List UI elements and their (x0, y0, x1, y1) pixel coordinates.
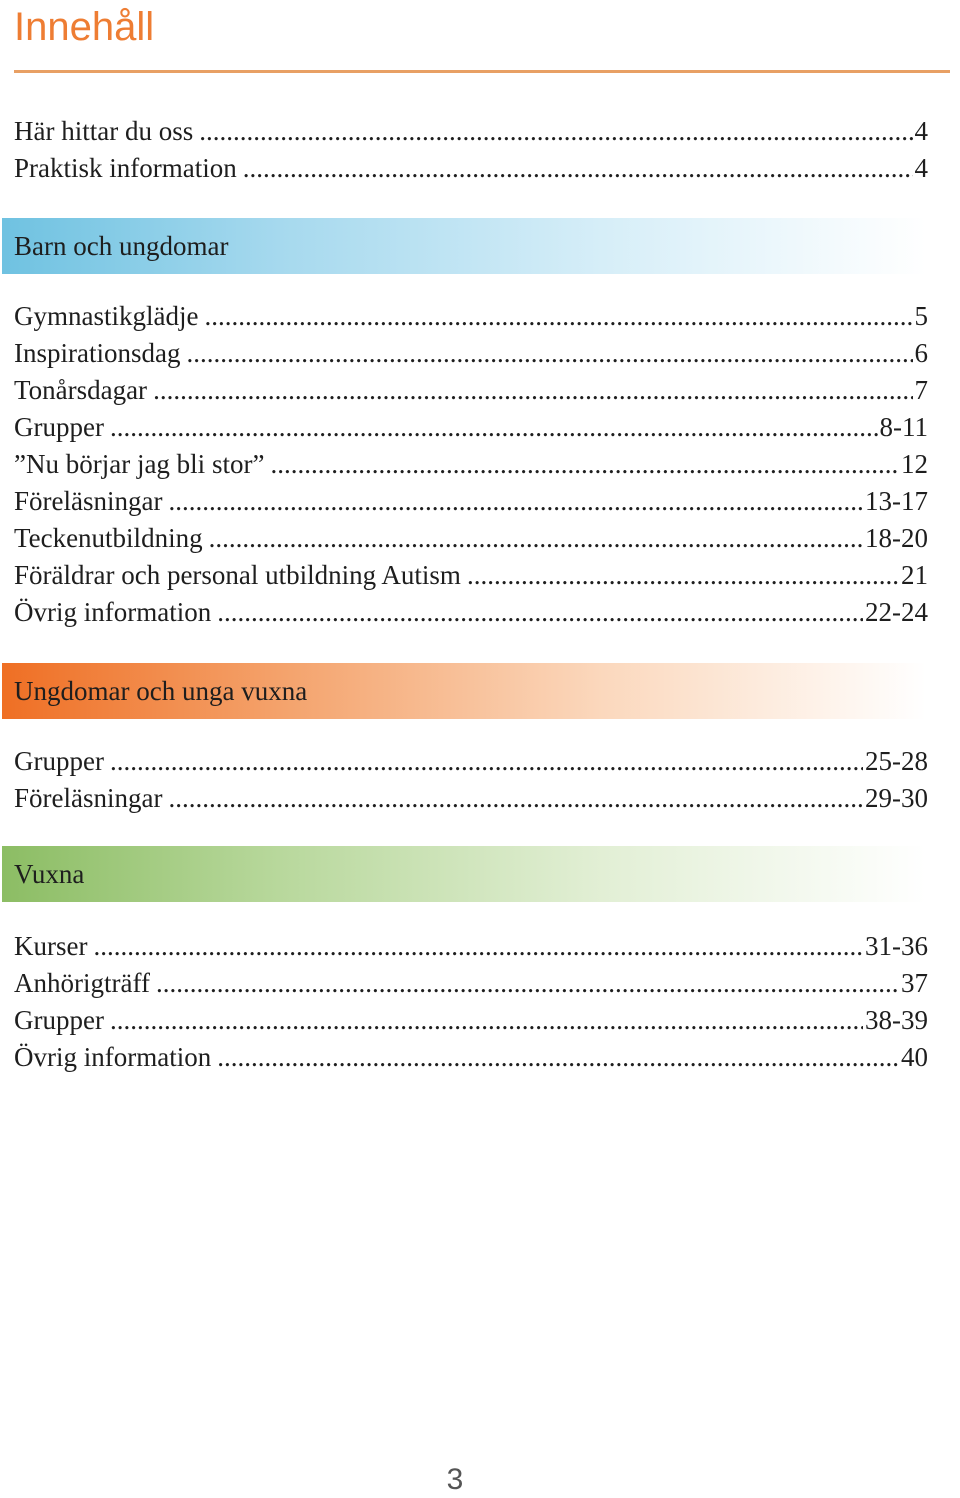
toc-entry-label: Grupper (14, 1005, 104, 1035)
toc-entry-label: Övrig information (14, 1042, 212, 1072)
toc-entry-label: Tonårsdagar (14, 375, 148, 405)
section-heading-label: Vuxna (14, 859, 85, 889)
toc-dot-leader (186, 335, 912, 372)
toc-entry-page: 6 (914, 338, 928, 368)
toc-entry-foraldrar-och-personal[interactable] (14, 557, 928, 594)
toc-entry-page: 5 (914, 301, 928, 331)
section-heading-label: Ungdomar och unga vuxna (14, 676, 308, 706)
toc-entry-label: Föreläsningar (14, 486, 163, 516)
toc-entry-kurser[interactable] (14, 928, 928, 965)
toc-dot-leader (110, 409, 878, 446)
toc-intro-list (14, 113, 928, 187)
toc-entry-label: Teckenutbildning (14, 523, 203, 553)
toc-entry-page: 12 (901, 449, 928, 479)
toc-entry-praktisk-information[interactable] (14, 150, 928, 187)
title-divider (14, 70, 950, 73)
toc-entry-inspirationsdag[interactable] (14, 335, 928, 372)
toc-entry-label: Här hittar du oss (14, 116, 194, 146)
toc-entry-page: 22-24 (865, 597, 928, 627)
toc-entry-label: Anhörigträff (14, 968, 150, 998)
toc-entry-label: Gymnastikglädje (14, 301, 199, 331)
toc-section-barn-och-ungdomar (14, 298, 928, 631)
toc-dot-leader (209, 520, 863, 557)
toc-entry-page: 40 (901, 1042, 928, 1072)
section-heading-barn-och-ungdomar (2, 218, 926, 274)
toc-dot-leader (168, 483, 863, 520)
toc-dot-leader (217, 594, 863, 631)
toc-entry-page: 25-28 (865, 746, 928, 776)
toc-entry-label: Grupper (14, 746, 104, 776)
toc-entry-ovrig-information[interactable] (14, 1039, 928, 1076)
toc-entry-grupper[interactable] (14, 743, 928, 780)
toc-dot-leader (467, 557, 899, 594)
toc-entry-page: 21 (901, 560, 928, 590)
toc-entry-grupper[interactable] (14, 1002, 928, 1039)
toc-entry-ovrig-information[interactable] (14, 594, 928, 631)
toc-entry-page: 18-20 (865, 523, 928, 553)
toc-entry-har-hittar-du-oss[interactable] (14, 113, 928, 150)
toc-entry-label: Föräldrar och personal utbildning Autism (14, 560, 461, 590)
page-title: Innehåll (14, 5, 155, 49)
section-heading-vuxna (2, 846, 926, 902)
toc-entry-teckenutbildning[interactable] (14, 520, 928, 557)
toc-entry-forelasningar[interactable] (14, 780, 928, 817)
toc-entry-page: 8-11 (879, 412, 928, 442)
toc-dot-leader (217, 1039, 899, 1076)
page-number: 3 (446, 1463, 464, 1496)
toc-dot-leader (156, 965, 899, 1002)
toc-entry-page: 4 (914, 153, 928, 183)
toc-entry-label: Kurser (14, 931, 88, 961)
toc-dot-leader (270, 446, 899, 483)
toc-entry-nu-borjar-jag-bli-stor[interactable] (14, 446, 928, 483)
toc-dot-leader (93, 928, 863, 965)
toc-entry-label: Praktisk information (14, 153, 237, 183)
toc-entry-page: 7 (914, 375, 928, 405)
toc-entry-label: Grupper (14, 412, 104, 442)
section-heading-ungdomar-och-unga-vuxna (2, 663, 926, 719)
toc-entry-page: 13-17 (865, 486, 928, 516)
toc-entry-anhorigtraff[interactable] (14, 965, 928, 1002)
toc-entry-page: 29-30 (865, 783, 928, 813)
toc-entry-grupper[interactable] (14, 409, 928, 446)
toc-entry-label: ”Nu börjar jag bli stor” (14, 449, 265, 479)
toc-entry-label: Inspirationsdag (14, 338, 181, 368)
toc-dot-leader (110, 743, 863, 780)
section-heading-label: Barn och ungdomar (14, 231, 229, 261)
toc-dot-leader (153, 372, 912, 409)
toc-entry-forelasningar[interactable] (14, 483, 928, 520)
toc-entry-gymnastikgladje[interactable] (14, 298, 928, 335)
toc-entry-page: 4 (914, 116, 928, 146)
toc-dot-leader (110, 1002, 863, 1039)
toc-section-ungdomar-och-unga-vuxna (14, 743, 928, 817)
toc-dot-leader (243, 150, 913, 187)
toc-entry-tonarsdagar[interactable] (14, 372, 928, 409)
toc-entry-label: Föreläsningar (14, 783, 163, 813)
toc-section-vuxna (14, 928, 928, 1076)
toc-dot-leader (199, 113, 912, 150)
toc-entry-label: Övrig information (14, 597, 212, 627)
toc-dot-leader (168, 780, 863, 817)
toc-entry-page: 31-36 (865, 931, 928, 961)
toc-dot-leader (204, 298, 912, 335)
toc-entry-page: 37 (901, 968, 928, 998)
toc-entry-page: 38-39 (865, 1005, 928, 1035)
